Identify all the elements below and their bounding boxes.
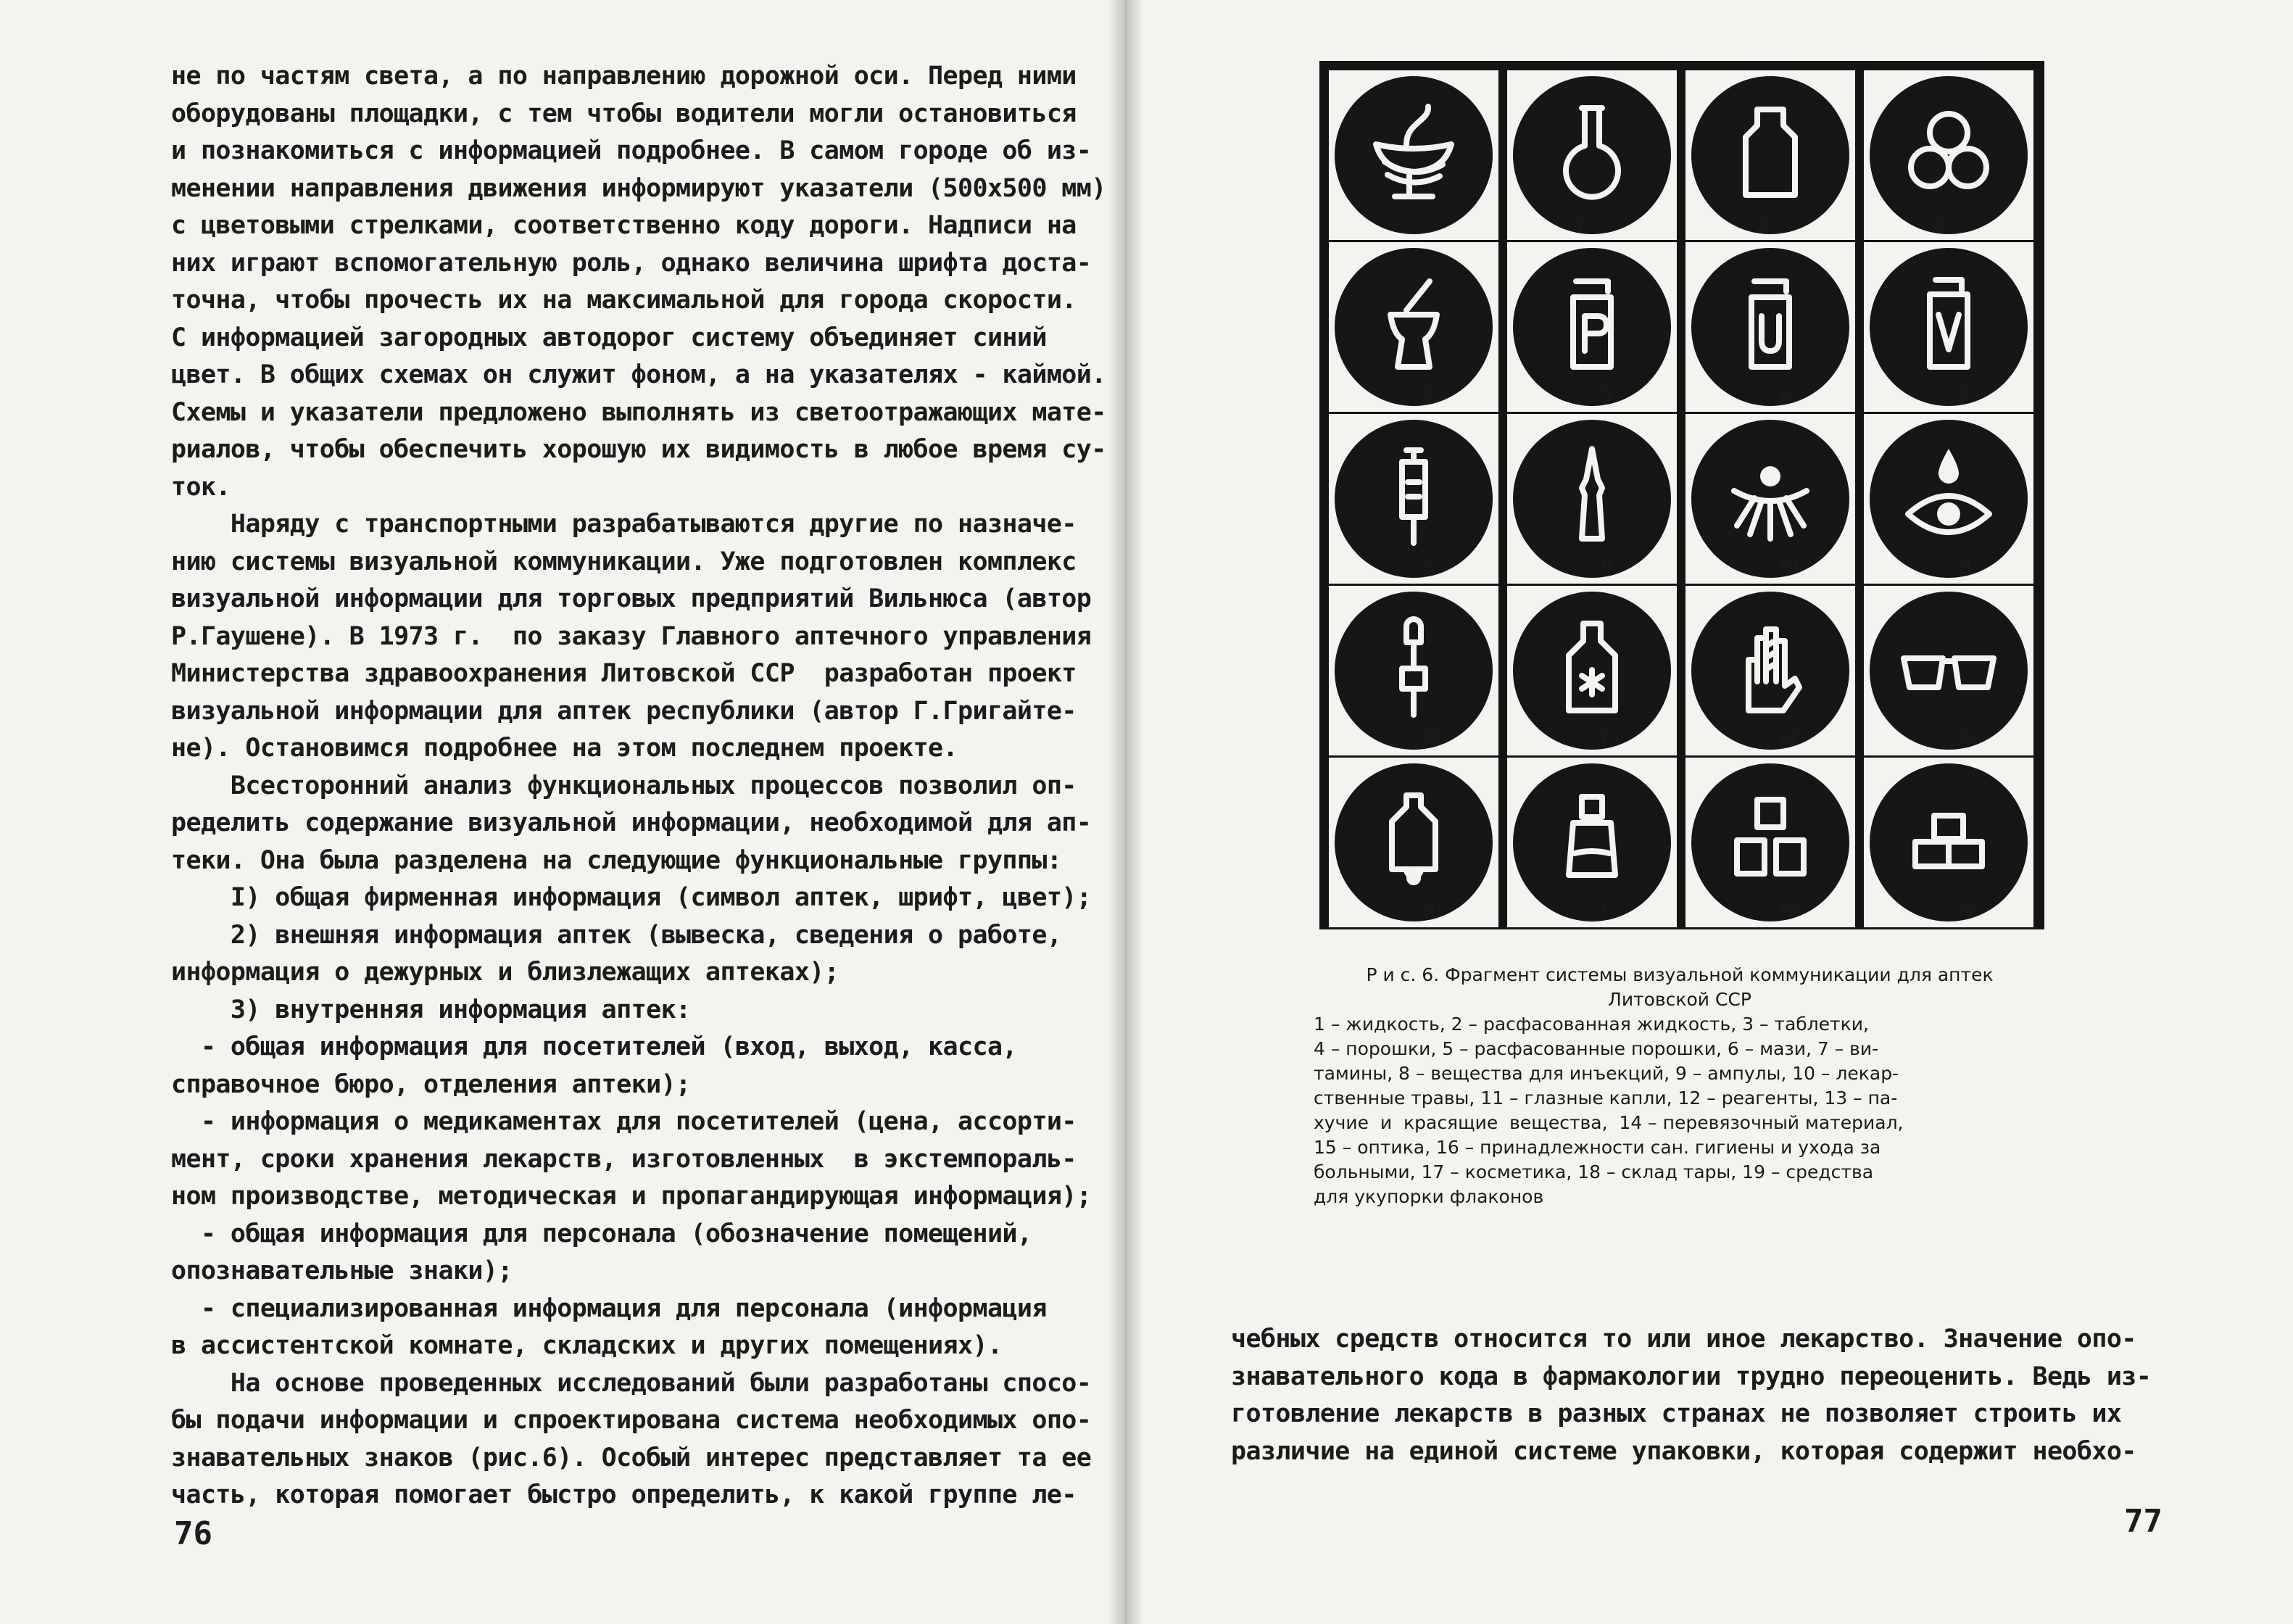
pharmacy-bowl-snake-icon	[1363, 101, 1464, 202]
left-page-number: 76	[174, 1515, 212, 1552]
hot-water-bottle-icon	[1363, 788, 1464, 890]
pictogram-cell	[1864, 242, 2033, 412]
text-line: Схемы и указатели предложено выполнять из светоотражающих мате-	[171, 397, 1106, 427]
book-gutter	[1108, 0, 1144, 1624]
text-line: знавательных знаков (рис.6). Особый интерес представляет та ее	[171, 1443, 1092, 1472]
legend-line: больными, 17 – косметика, 18 – склад тары, 19 – средства	[1314, 1161, 1874, 1182]
text-line: бы подачи информации и спроектирована система необходимых опо-	[171, 1406, 1092, 1435]
text-line: На основе проведенных исследований были разработаны спосо-	[171, 1368, 1092, 1398]
flask-icon	[1541, 101, 1643, 202]
pictogram-number: I7	[1601, 900, 1620, 921]
pictogram-cell	[1507, 70, 1677, 240]
text-line: Всесторонний анализ функциональных процессов позволил оп-	[171, 771, 1077, 800]
pictogram-cell	[1507, 242, 1677, 412]
text-line: точна, чтобы прочесть их на максимальной для города скорости.	[171, 286, 1077, 315]
text-line: цвет. В общих схемах он служит фоном, а на указателях - каймой.	[171, 360, 1106, 389]
glasses-icon	[1898, 616, 1999, 718]
pictogram-number: I6	[1423, 900, 1442, 921]
jar-u-icon	[1720, 273, 1821, 374]
pictogram-number: 3	[1933, 215, 1945, 236]
bandaged-finger-icon	[1720, 616, 1821, 718]
caption-title: Фрагмент системы визуальной коммуникации для аптек	[1445, 964, 1994, 985]
caption-legend	[1314, 1012, 2046, 1209]
pictogram-number: I5	[1958, 728, 1977, 749]
text-line: - общая информация для персонала (обозначение помещений,	[171, 1219, 1032, 1248]
jar-p-icon	[1541, 273, 1643, 374]
pictogram-number: 4	[1423, 384, 1435, 405]
pictogram-cell	[1685, 242, 1855, 412]
stacked-boxes-icon	[1898, 788, 1999, 890]
text-line: 2) внешняя информация аптек (вывеска, сведения о работе,	[171, 920, 1062, 950]
right-page-number: 77	[2124, 1503, 2163, 1540]
pictogram-number: I8	[1780, 900, 1799, 921]
pictogram-number: I3	[1601, 728, 1620, 749]
pictogram-cell	[1685, 586, 1855, 755]
reagent-bottle-icon	[1541, 616, 1643, 718]
text-line: Наряду с транспортными разрабатываются другие по назначе-	[171, 510, 1077, 539]
figure-caption	[1314, 963, 2046, 1209]
pictogram-cell	[1685, 414, 1855, 584]
text-line: Р.Гаушене). В 1973 г. по заказу Главного аптечного управления	[171, 621, 1092, 651]
legend-line: ственные травы, 11 – глазные капли, 12 – реагенты, 13 – па-	[1314, 1088, 1898, 1109]
text-line: ток.	[171, 472, 231, 502]
text-line: справочное бюро, отделения аптеки);	[171, 1069, 691, 1099]
eye-drop-icon	[1898, 444, 1999, 546]
text-line: ном производстве, методическая и пропагандирующая информация);	[171, 1182, 1092, 1211]
text-line: знавательного кода в фармакологии трудно переоценить. Ведь из-	[1231, 1362, 2152, 1391]
caption-label: Р и с. 6.	[1366, 964, 1440, 985]
tablets-icon	[1898, 101, 1999, 202]
pictogram-number: 6	[1780, 384, 1791, 405]
text-line: менении направления движения информируют указатели (500х500 мм)	[171, 173, 1106, 203]
caption-title-line-2: Литовской ССР	[1608, 989, 1751, 1010]
text-line: опознавательные знаки);	[171, 1256, 513, 1285]
text-line: визуальной информации для торговых предприятий Вильнюса (автор	[171, 584, 1092, 613]
pictogram-cell	[1507, 414, 1677, 584]
text-line: теки. Она была разделена на следующие функциональные группы:	[171, 845, 1062, 875]
pictogram-cell	[1329, 414, 1498, 584]
caption-title-line-1	[1314, 963, 2046, 987]
pictogram-number: II	[1958, 556, 1973, 577]
text-line: мент, сроки хранения лекарств, изготовленных в экстемпораль-	[171, 1144, 1077, 1174]
pictogram-number: I0	[1780, 556, 1799, 577]
cosmetics-jar-icon	[1541, 788, 1643, 890]
vial-v-icon	[1898, 273, 1999, 374]
text-line: них играют вспомогательную роль, однако величина шрифта доста-	[171, 248, 1092, 278]
text-line: не по частям света, а по направлению дорожной оси. Перед ними	[171, 62, 1077, 91]
pictogram-cell	[1685, 758, 1855, 927]
text-line: информация о дежурных и близлежащих аптеках);	[171, 958, 839, 987]
pictogram-cell	[1507, 586, 1677, 755]
pictogram-number: I2	[1423, 728, 1442, 749]
text-line: нию системы визуальной коммуникации. Уже подготовлен комплекс	[171, 547, 1077, 576]
mortar-pestle-icon	[1363, 273, 1464, 374]
legend-line: 1 – жидкость, 2 – расфасованная жидкость, 3 – таблетки,	[1314, 1014, 1869, 1035]
pictogram-cell	[1329, 758, 1498, 927]
text-line: с цветовыми стрелками, соответственно коду дороги. Надписи на	[171, 211, 1077, 240]
text-line: С информацией загородных автодорог систему объединяет синий	[171, 323, 1047, 352]
text-line: часть, которая помогает быстро определить, к какой группе ле-	[171, 1480, 1077, 1509]
text-line: оборудованы площадки, с тем чтобы водители могли остановиться	[171, 99, 1077, 128]
legend-line: 4 – порошки, 5 – расфасованные порошки, 6 – мази, 7 – ви-	[1314, 1038, 1879, 1059]
pictogram-number: I9	[1958, 900, 1977, 921]
pictogram-cell	[1864, 758, 2033, 927]
pictogram-number: I4	[1780, 728, 1799, 749]
pictogram-cell	[1685, 70, 1855, 240]
text-line: чебных средств относится то или иное лекарство. Значение опо-	[1231, 1325, 2136, 1354]
text-line: готовление лекарств в разных странах не позволяет строить их	[1231, 1399, 2122, 1428]
legend-line: 15 – оптика, 16 – принадлежности сан. гигиены и ухода за	[1314, 1137, 1881, 1158]
text-line: в ассистентской комнате, складских и других помещениях).	[171, 1331, 1003, 1360]
text-line: - общая информация для посетителей (вход, выход, касса,	[171, 1032, 1017, 1061]
pictogram-cell	[1329, 586, 1498, 755]
right-page-body-text	[1231, 1321, 2173, 1470]
text-line: Министерства здравоохранения Литовской ССР разработан проект	[171, 659, 1077, 688]
pictogram-cell	[1864, 586, 2033, 755]
sun-herb-icon	[1720, 444, 1821, 546]
text-line: визуальной информации для аптек республики (автор Г.Григайте-	[171, 696, 1077, 726]
text-line: не). Остановимся подробнее на этом последнем проекте.	[171, 734, 958, 763]
text-line: различие на единой системе упаковки, которая содержит необхо-	[1231, 1436, 2136, 1466]
pictogram-cell	[1864, 414, 2033, 584]
pictogram-number: 2	[1755, 215, 1767, 236]
pictogram-number: 8	[1423, 556, 1435, 577]
text-line: - информация о медикаментах для посетителей (цена, ассорти-	[171, 1107, 1077, 1136]
pictogram-number: I	[1577, 215, 1584, 236]
legend-line: тамины, 8 – вещества для инъекций, 9 – ампулы, 10 – лекар-	[1314, 1063, 1899, 1084]
bottle-icon	[1720, 101, 1821, 202]
legend-line: для укупорки флаконов	[1314, 1186, 1544, 1207]
pictogram-cell	[1329, 242, 1498, 412]
pharmacy-pictogram-figure	[1319, 61, 2044, 929]
text-line: риалов, чтобы обеспечить хорошую их видимость в любое время су-	[171, 435, 1106, 464]
text-line: - специализированная информация для персонала (информация	[171, 1293, 1047, 1323]
text-line: I) общая фирменная информация (символ аптек, шрифт, цвет);	[171, 883, 1092, 912]
pictogram-cell	[1864, 70, 2033, 240]
text-line: 3) внутренняя информация аптек:	[171, 995, 691, 1024]
pictogram-number: 7	[1958, 384, 1970, 405]
pictogram-number: 9	[1601, 556, 1613, 577]
text-line: ределить содержание визуальной информации, необходимой для ап-	[171, 808, 1092, 837]
stacked-containers-icon	[1720, 788, 1821, 890]
dropper-icon	[1363, 616, 1464, 718]
pictogram-cell	[1329, 70, 1498, 240]
pictogram-number: 5	[1601, 384, 1613, 405]
pictogram-cell	[1507, 758, 1677, 927]
left-page-body-text	[171, 58, 1106, 1515]
text-line: и познакомиться с информацией подробнее. В самом городе об из-	[171, 136, 1092, 165]
ampoule-icon	[1541, 444, 1643, 546]
syringe-icon	[1363, 444, 1464, 546]
legend-line: хучие и красящие вещества, 14 – перевязочный материал,	[1314, 1112, 1904, 1133]
